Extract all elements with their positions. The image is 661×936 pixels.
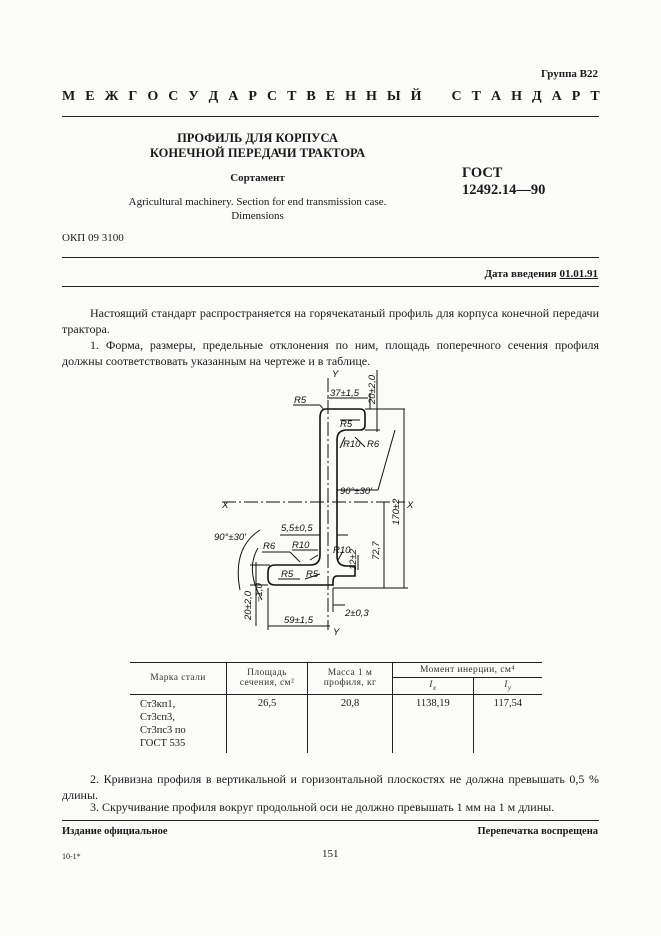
title-divider [62, 257, 599, 258]
header-mass: Масса 1 м профиля, кг [308, 663, 393, 695]
header-iy: $I_y$ [473, 678, 542, 695]
english-title-line-2: Dimensions [231, 210, 284, 222]
dim-bottom-height: 20±2,0 [243, 591, 254, 620]
axis-x-right-label: X [407, 500, 414, 511]
header-letter: Г [128, 89, 138, 104]
header-letter [432, 89, 442, 105]
gost-code: 12492.14—90 [462, 182, 546, 198]
title-line-1: ПРОФИЛЬ ДЛЯ КОРПУСА [177, 131, 338, 145]
axis-x-left-label: X [222, 500, 229, 511]
cell-ix: 1138,19 [393, 694, 474, 753]
okp-code: ОКП 09 3100 [62, 232, 124, 244]
header-letter: Е [325, 89, 336, 104]
footer-reprint-prohibited: Перепечатка воспрещена [477, 826, 598, 837]
dim-top-width: 37±1,5 [330, 388, 359, 399]
dim-bottom-tolerance: −1,0 [254, 583, 265, 602]
header-moment: Момент инерции, см⁴ [393, 663, 543, 678]
header-letter: Д [208, 89, 219, 104]
dim-72: 72,7 [371, 541, 382, 560]
footer-divider [62, 820, 599, 821]
dim-total-height: 170±2 [391, 498, 402, 525]
header-letter: Т [287, 89, 297, 104]
date-divider [62, 286, 599, 287]
effective-date [484, 268, 598, 280]
header-letter: Н [366, 89, 377, 104]
header-letter: С [266, 89, 278, 104]
header-letter: Д [532, 89, 542, 104]
cell-iy: 117,54 [473, 694, 542, 753]
footer-official-edition: Издание официальное [62, 826, 168, 837]
dim-12: 12±2 [348, 548, 359, 570]
header-letter: О [147, 89, 159, 104]
steel-table [130, 662, 542, 753]
axis-y-bottom-label: Y [333, 627, 340, 638]
radius-r5-bottom-right: R5 [306, 569, 319, 580]
header-letter: А [491, 89, 502, 104]
dim-2: 2±0,3 [345, 608, 369, 619]
radius-r6-bottom: R6 [263, 541, 276, 552]
radius-r5-inner: R5 [340, 419, 353, 430]
effective-date-label: Дата введения [484, 268, 560, 280]
header-letter: Й [410, 89, 422, 104]
standard-header [62, 89, 600, 105]
cell-mass: 20,8 [308, 694, 393, 753]
radius-r5-bottom-left: R5 [281, 569, 294, 580]
header-area: Площадь сечения, см² [227, 663, 308, 695]
radius-r10-bottom: R10 [292, 540, 310, 551]
cell-area: 26,5 [227, 694, 308, 753]
english-title-line-1: Agricultural machinery. Section for end transmission case. [128, 196, 387, 208]
header-letter: У [188, 89, 199, 104]
cell-steel: Ст3кп1, Ст3сп3, Ст3пс3 по ГОСТ 535 [140, 698, 186, 749]
header-letter: В [306, 89, 316, 104]
title-line-2: КОНЕЧНОЙ ПЕРЕДАЧИ ТРАКТОРА [149, 146, 366, 160]
document-subtitle: Сортамент [230, 172, 285, 184]
paragraph-3: 3. Скручивание профиля вокруг продольной оси не должно превышать 1 мм на 1 м длины. [90, 800, 555, 814]
effective-date-value: 01.01.91 [559, 268, 598, 280]
radius-r10-top: R10 [343, 439, 361, 450]
header-ix: $I_x$ [393, 678, 474, 695]
dim-web-thickness: 5,5±0,5 [281, 523, 313, 534]
angle-left: 90°±30' [214, 532, 246, 543]
header-steel: Марка стали [130, 663, 227, 695]
radius-r6-top: R6 [367, 439, 380, 450]
angle-top: 90°±30' [340, 486, 372, 497]
header-letter: Т [471, 89, 481, 104]
header-letter: Т [590, 89, 600, 104]
page-number: 151 [322, 848, 339, 860]
axis-y-top-label: Y [332, 369, 339, 380]
gost-number [462, 165, 545, 199]
header-letter: Ы [386, 89, 401, 104]
gost-label: ГОСТ [462, 165, 503, 181]
radius-r5-outer: R5 [294, 395, 307, 406]
header-letter: Р [571, 89, 581, 104]
header-divider [62, 116, 599, 117]
english-title [105, 195, 410, 223]
page-code: 10-1* [62, 852, 81, 861]
table-row [130, 694, 542, 753]
header-letter: Н [345, 89, 356, 104]
header-letter: А [228, 89, 239, 104]
header-letter: С [451, 89, 462, 104]
header-letter: А [551, 89, 562, 104]
profile-drawing [200, 362, 445, 640]
header-letter: С [168, 89, 179, 104]
dim-top-height: 20±2,0 [367, 375, 378, 404]
header-letter: Н [511, 89, 523, 104]
header-letter: Р [248, 89, 257, 104]
header-letter: Е [85, 89, 95, 104]
document-title [120, 131, 395, 161]
paragraph-1: 1. Форма, размеры, предельные отклонения по ним, площадь поперечного сечения профиля должны соответствовать указанным на чертеже и в таблице. [62, 338, 599, 368]
paragraph-intro: Настоящий стандарт распространяется на горячекатаный профиль для корпуса конечной передачи трактора. [62, 306, 599, 336]
paragraph-2: 2. Кривизна профиля в вертикальной и горизонтальной плоскостях не должна превышать 0,5 % длины. [62, 772, 599, 802]
radius-r10-web: R10 [333, 545, 351, 556]
dim-bottom-width: 59±1,5 [284, 615, 313, 626]
header-letter: Ж [104, 89, 119, 104]
header-letter: М [62, 89, 76, 104]
group-code: Группа В22 [540, 68, 598, 80]
